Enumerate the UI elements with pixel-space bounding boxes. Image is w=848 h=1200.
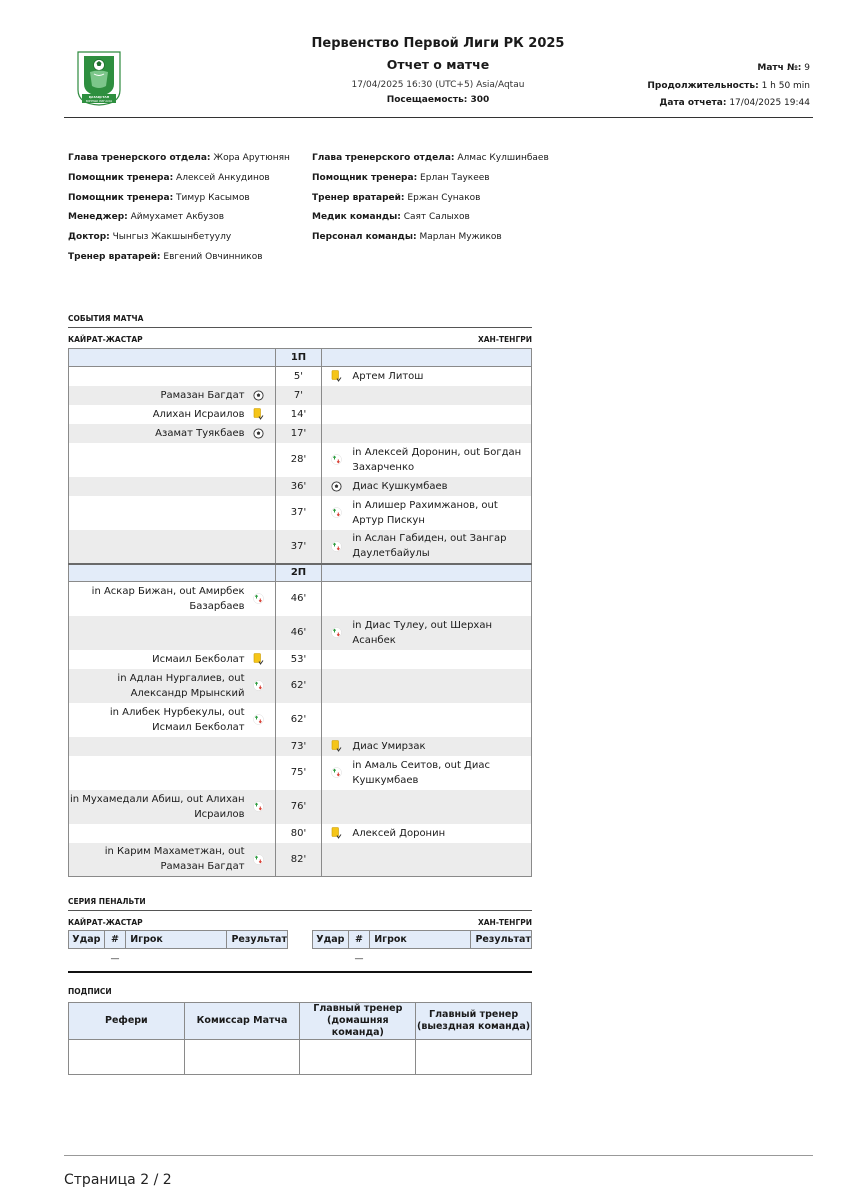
staff-home-role: Глава тренерского отдела: (68, 153, 211, 163)
event-minute: 82' (275, 843, 322, 877)
event-row (69, 737, 532, 756)
penalties-away-table (312, 930, 532, 969)
event-row (69, 650, 532, 669)
signatures-section-title: ПОДПИСИ (68, 987, 112, 996)
event-away-text: Диас Кушкумбаев (352, 480, 448, 492)
event-minute: 37' (275, 496, 322, 530)
event-away-text: Артем Литош (352, 370, 424, 382)
event-minute: 46' (275, 582, 322, 616)
staff-home (68, 152, 290, 271)
footer-divider (64, 1155, 813, 1156)
event-row (69, 367, 532, 386)
staff-away-role: Медик команды: (312, 212, 401, 223)
event-home-text: in Карим Махаметжан, out Рамазан Багдат (104, 846, 245, 873)
event-minute: 62' (275, 669, 322, 703)
penalties-home-table (68, 930, 288, 969)
substitution-icon (330, 540, 342, 552)
sig-col-referee: Рефери (69, 1003, 185, 1040)
substitution-icon (330, 627, 342, 639)
yellow-card-icon (253, 653, 265, 665)
event-row (69, 790, 532, 824)
event-minute: 80' (275, 824, 322, 843)
events-teams (68, 335, 532, 344)
ball-icon (330, 480, 342, 492)
event-minute: 46' (275, 616, 322, 650)
pen-col-kick: Удар (313, 931, 349, 949)
event-home-text: Рамазан Багдат (160, 389, 245, 401)
staff-away-name: Марлан Мужиков (419, 232, 502, 243)
report-title: Первенство Первой Лиги РК 2025 (311, 36, 565, 51)
staff-home-row (68, 152, 290, 172)
event-minute: 37' (275, 530, 322, 564)
event-minute: 17' (275, 424, 322, 443)
staff-home-role: Доктор: (68, 232, 110, 243)
period-label: 2П (275, 564, 322, 582)
staff-home-name: Евгений Овчинников (163, 251, 263, 262)
events-table (68, 348, 532, 877)
event-minute: 62' (275, 703, 322, 737)
yellow-card-icon (253, 408, 265, 420)
substitution-icon (330, 507, 342, 519)
period-label: 1П (275, 349, 322, 367)
staff-away-row (312, 172, 549, 192)
header-divider (64, 117, 813, 118)
staff-away-role: Помощник тренера: (312, 172, 418, 183)
penalties-bottom-rule (68, 971, 532, 973)
staff-home-role: Помощник тренера: (68, 172, 174, 183)
substitution-icon (330, 454, 342, 466)
staff-away-role: Персонал команды: (312, 232, 417, 243)
pen-home-empty: — (110, 953, 120, 964)
event-row (69, 530, 532, 564)
sig-col-commissioner: Комиссар Матча (184, 1003, 300, 1040)
penalties-section-divider (68, 910, 532, 911)
event-away-text: in Амаль Сеитов, out Диас Кушкумбаев (352, 759, 490, 786)
substitution-icon (253, 801, 265, 813)
match-number-value: 9 (804, 63, 810, 73)
period-header (69, 564, 532, 582)
events-away-team: ХАН-ТЕНГРИ (477, 335, 532, 344)
duration-label: Продолжительность: (647, 81, 759, 91)
substitution-icon (253, 853, 265, 865)
logo-text-1: ҚАЗАҚСТАН (88, 95, 110, 100)
staff-home-row (68, 211, 290, 231)
staff-home-row (68, 231, 290, 251)
sig-col-away-coach: Главный тренер (выездная команда) (416, 1003, 532, 1040)
staff-home-role: Тренер вратарей: (68, 251, 161, 262)
sig-referee-box (69, 1040, 185, 1075)
staff-away-row (312, 211, 549, 231)
page-number: Страница 2 / 2 (64, 1172, 172, 1188)
event-home-text: Алихан Исраилов (152, 408, 245, 420)
report-date-value: 17/04/2025 19:44 (729, 98, 810, 108)
signatures-table (68, 1002, 532, 1075)
staff-away-row (312, 152, 549, 172)
yellow-card-icon (330, 370, 342, 382)
event-minute: 53' (275, 650, 322, 669)
event-row (69, 443, 532, 477)
event-row (69, 424, 532, 443)
event-minute: 36' (275, 477, 322, 496)
event-minute: 14' (275, 405, 322, 424)
penalties-section-title: СЕРИЯ ПЕНАЛЬТИ (68, 897, 146, 906)
event-row (69, 843, 532, 877)
event-home-text: in Адлан Нургалиев, out Александр Мрынский (117, 672, 245, 699)
pen-col-kick: Удар (69, 931, 105, 949)
staff-home-role: Помощник тренера: (68, 192, 174, 203)
event-minute: 28' (275, 443, 322, 477)
substitution-icon (253, 714, 265, 726)
staff-home-row (68, 172, 290, 192)
staff-away-row (312, 231, 549, 251)
event-away-text: in Диас Тулеу, out Шерхан Асанбек (352, 619, 492, 646)
event-minute: 76' (275, 790, 322, 824)
ball-icon (253, 389, 265, 401)
event-home-text: in Мухамедали Абиш, out Алихан Исраилов (69, 793, 245, 820)
attendance: Посещаемость: 300 (386, 95, 490, 105)
sig-commissioner-box (184, 1040, 300, 1075)
event-home-text: in Алибек Нурбекулы, out Исмаил Бекболат (109, 706, 245, 733)
report-subtitle: Отчет о матче (386, 57, 490, 72)
league-logo (76, 50, 122, 106)
event-home-text: Азамат Туякбаев (155, 427, 245, 439)
penalties-home-team: КАЙРАТ-ЖАСТАР (68, 918, 143, 927)
event-away-text: in Аслан Габиден, out Зангар Даулетбайулы (352, 533, 507, 559)
event-row (69, 386, 532, 405)
substitution-icon (253, 593, 265, 605)
staff-home-name: Жора Арутюнян (213, 153, 290, 163)
staff-home-role: Менеджер: (68, 212, 128, 223)
event-minute: 7' (275, 386, 322, 405)
period-header (69, 349, 532, 367)
staff-away-name: Саят Салыхов (403, 212, 470, 223)
event-away-text: Диас Умирзак (352, 740, 426, 752)
event-minute: 73' (275, 737, 322, 756)
match-number-label: Матч №: (757, 63, 802, 73)
substitution-icon (330, 767, 342, 779)
event-away-text: in Алишер Рахимжанов, out Артур Пискун (352, 499, 498, 526)
event-home-text: Исмаил Бекболат (152, 653, 245, 665)
staff-home-name: Аймухамет Акбузов (130, 212, 225, 223)
penalties-away-team: ХАН-ТЕНГРИ (477, 918, 532, 927)
events-home-team: КАЙРАТ-ЖАСТАР (68, 335, 143, 344)
staff-away-role: Глава тренерского отдела: (312, 153, 455, 163)
event-row (69, 582, 532, 616)
pen-col-result: Результат (471, 931, 532, 949)
staff-home-name: Алексей Анкудинов (176, 172, 270, 183)
event-home-text: in Аскар Бижан, out Амирбек Базарбаев (91, 585, 245, 612)
event-row (69, 496, 532, 530)
event-row (69, 405, 532, 424)
match-duration (647, 81, 810, 91)
sig-home-coach-box (300, 1040, 416, 1075)
pen-col-player: Игрок (126, 931, 227, 949)
yellow-card-icon (330, 740, 342, 752)
staff-away-name: Ержан Сунаков (407, 192, 481, 203)
pen-away-empty: — (354, 953, 364, 964)
staff-home-name: Чынгыз Жакшынбетуулу (112, 232, 232, 243)
event-row (69, 824, 532, 843)
sig-col-home-coach: Главный тренер (домашняя команда) (300, 1003, 416, 1040)
event-row (69, 756, 532, 790)
pen-col-number: # (104, 931, 125, 949)
report-date-label: Дата отчета: (659, 98, 727, 108)
sig-away-coach-box (416, 1040, 532, 1075)
event-row (69, 669, 532, 703)
pen-col-player: Игрок (370, 931, 471, 949)
duration-value: 1 h 50 min (761, 81, 810, 91)
staff-away (312, 152, 549, 251)
event-minute: 5' (275, 367, 322, 386)
match-datetime: 17/04/2025 16:30 (UTC+5) Asia/Aqtau (351, 80, 525, 90)
logo-text-2: БІРІНШІ ЛИГАСЫ (85, 98, 113, 103)
pen-col-number: # (348, 931, 369, 949)
staff-away-name: Алмас Кулшинбаев (457, 153, 549, 163)
staff-home-row (68, 251, 290, 271)
staff-home-row (68, 192, 290, 212)
staff-away-name: Ерлан Таукеев (420, 172, 490, 183)
event-away-text: in Алексей Доронин, out Богдан Захарченко (352, 446, 522, 473)
event-away-text: Алексей Доронин (352, 827, 446, 839)
event-row (69, 703, 532, 737)
staff-away-role: Тренер вратарей: (312, 192, 405, 203)
substitution-icon (253, 680, 265, 692)
staff-away-row (312, 192, 549, 212)
match-number (757, 63, 810, 73)
pen-col-result: Результат (227, 931, 288, 949)
event-row (69, 477, 532, 496)
penalties-teams (68, 918, 532, 927)
events-section-divider (68, 327, 532, 328)
report-date (659, 98, 810, 108)
ball-icon (253, 427, 265, 439)
events-section-title: СОБЫТИЯ МАТЧА (68, 314, 144, 323)
event-row (69, 616, 532, 650)
yellow-card-icon (330, 827, 342, 839)
staff-home-name: Тимур Касымов (176, 192, 250, 203)
event-minute: 75' (275, 756, 322, 790)
